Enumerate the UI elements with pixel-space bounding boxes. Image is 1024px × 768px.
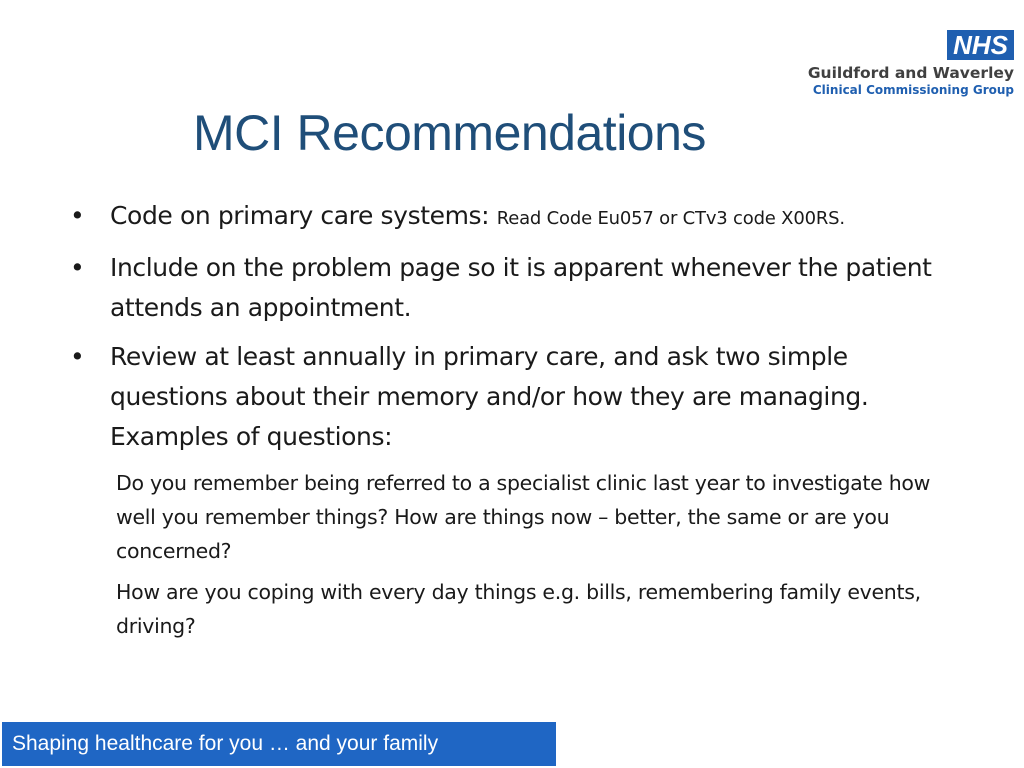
ccg-logo bbox=[774, 30, 1014, 105]
bullet-dot: • bbox=[70, 201, 85, 230]
bullet-dot: • bbox=[70, 342, 85, 371]
slide-content bbox=[70, 196, 970, 650]
example-question: Do you remember being referred to a specialist clinic last year to investigate how well you remember things? How are things now – better, the same or are you concerned? bbox=[116, 471, 931, 563]
slide-title: MCI Recommendations bbox=[193, 105, 706, 161]
bullet-dot: • bbox=[70, 253, 85, 282]
bullet-text: Code on primary care systems: bbox=[110, 201, 497, 230]
footer-banner: Shaping healthcare for you … and your family bbox=[2, 722, 556, 766]
org-name: Guildford and Waverley bbox=[807, 64, 1014, 82]
bullet-text: Review at least annually in primary care, and ask two simple questions about their memory and/or how they are managing. Examples of questions: bbox=[110, 342, 869, 451]
bullet-text: Include on the problem page so it is apparent whenever the patient attends an appointment. bbox=[110, 253, 932, 322]
org-subtitle: Clinical Commissioning Group bbox=[812, 83, 1014, 97]
nhs-badge: NHS bbox=[947, 30, 1014, 60]
bullet-detail: Read Code Eu057 or CTv3 code X00RS. bbox=[496, 208, 845, 229]
bullet-item bbox=[70, 337, 970, 457]
example-question: How are you coping with every day things e.g. bills, remembering family events, driving? bbox=[116, 580, 921, 638]
bullet-item bbox=[70, 196, 970, 239]
bullet-item bbox=[70, 248, 970, 328]
